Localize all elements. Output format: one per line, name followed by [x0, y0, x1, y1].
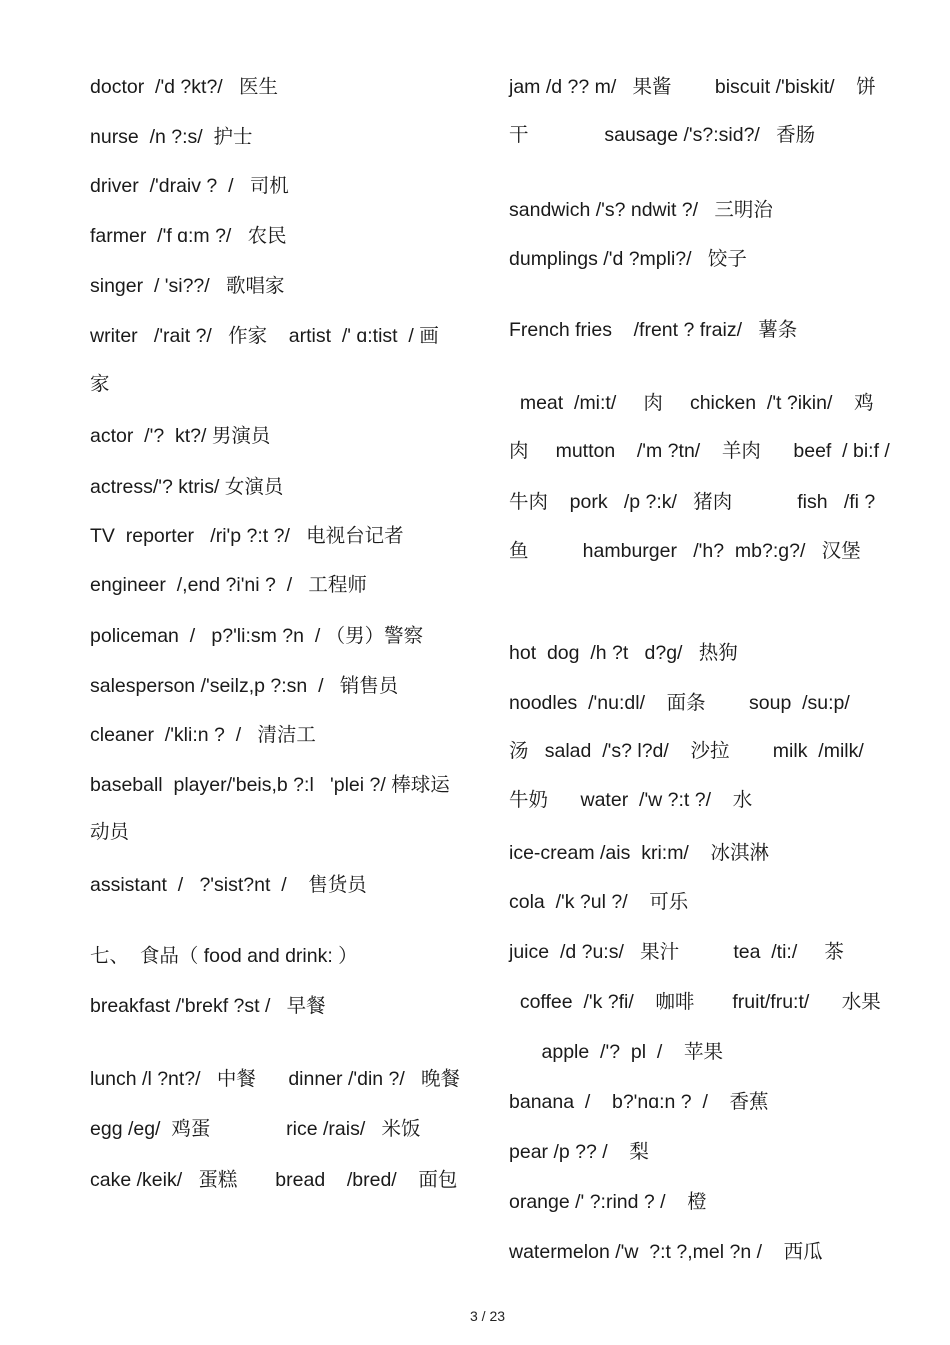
- vocab-line: dumplings /'d ?mpli?/ 饺子: [509, 248, 747, 270]
- section-heading: 七、 食品（ food and drink: ）: [90, 945, 358, 967]
- vocab-line: writer /'rait ?/ 作家 artist /' ɑ:tist / 画: [90, 325, 439, 347]
- vocab-line: 家: [90, 373, 110, 395]
- vocab-line: doctor /'d ?kt?/ 医生: [90, 76, 278, 98]
- vocab-line: driver /'draiv ? / 司机: [90, 175, 289, 197]
- vocab-line: 牛奶 water /'w ?:t ?/ 水: [509, 789, 753, 811]
- vocab-line: 鱼 hamburger /'h? mb?:g?/ 汉堡: [509, 540, 861, 562]
- vocab-line: 肉 mutton /'m ?tn/ 羊肉 beef / bi:f /: [509, 440, 890, 462]
- vocab-line: banana / b?'nɑ:n ? / 香蕉: [509, 1091, 769, 1113]
- vocab-line: ice-cream /ais kri:m/ 冰淇淋: [509, 842, 770, 864]
- vocab-line: meat /mi:t/ 肉 chicken /'t ?ikin/ 鸡: [509, 392, 874, 414]
- vocab-line: French fries /frent ? fraiz/ 薯条: [509, 319, 798, 341]
- vocab-line: coffee /'k ?fi/ 咖啡 fruit/fru:t/ 水果: [509, 991, 881, 1013]
- vocab-line: orange /' ?:rind ? / 橙: [509, 1191, 707, 1213]
- vocab-line: policeman / p?'li:sm ?n / （男）警察: [90, 625, 424, 647]
- vocab-line: 汤 salad /'s? l?d/ 沙拉 milk /milk/: [509, 740, 864, 762]
- vocab-line: nurse /n ?:s/ 护士: [90, 126, 253, 148]
- vocab-line: egg /eg/ 鸡蛋 rice /rais/ 米饭: [90, 1118, 421, 1140]
- vocab-line: cola /'k ?ul ?/ 可乐: [509, 891, 689, 913]
- vocab-line: cake /keik/ 蛋糕 bread /bred/ 面包: [90, 1169, 458, 1191]
- vocab-line: baseball player/'beis,b ?:l 'plei ?/ 棒球运: [90, 774, 450, 796]
- vocab-line: juice /d ?u:s/ 果汁 tea /ti:/ 茶: [509, 941, 844, 963]
- vocab-line: sandwich /'s? ndwit ?/ 三明治: [509, 199, 773, 221]
- vocab-line: actress/'? ktris/ 女演员: [90, 476, 284, 498]
- vocab-line: watermelon /'w ?:t ?,mel ?n / 西瓜: [509, 1241, 823, 1263]
- vocab-line: breakfast /'brekf ?st / 早餐: [90, 995, 326, 1017]
- vocab-line: salesperson /'seilz,p ?:sn / 销售员: [90, 675, 399, 697]
- vocab-line: pear /p ?? / 梨: [509, 1141, 649, 1163]
- vocab-line: 动员: [90, 821, 130, 843]
- vocab-line: 牛肉 pork /p ?:k/ 猪肉 fish /fi ?: [509, 491, 876, 513]
- vocab-line: singer / 'si??/ 歌唱家: [90, 275, 285, 297]
- vocab-line: hot dog /h ?t d?g/ 热狗: [509, 642, 738, 664]
- vocab-line: assistant / ?'sist?nt / 售货员: [90, 874, 367, 896]
- vocab-line: noodles /'nu:dl/ 面条 soup /su:p/: [509, 692, 850, 714]
- vocab-line: engineer /,end ?i'ni ? / 工程师: [90, 574, 367, 596]
- vocab-line: cleaner /'kli:n ? / 清洁工: [90, 724, 316, 746]
- vocab-line: farmer /'f ɑ:m ?/ 农民: [90, 225, 287, 247]
- vocab-line: apple /'? pl / 苹果: [509, 1041, 723, 1063]
- vocab-line: 干 sausage /'s?:sid?/ 香肠: [509, 124, 816, 146]
- vocab-line: jam /d ?? m/ 果酱 biscuit /'biskit/ 饼: [509, 76, 876, 98]
- vocab-line: lunch /l ?nt?/ 中餐 dinner /'din ?/ 晚餐: [90, 1068, 461, 1090]
- vocab-line: TV reporter /ri'p ?:t ?/ 电视台记者: [90, 525, 404, 547]
- vocab-line: actor /'? kt?/ 男演员: [90, 425, 271, 447]
- page-number: 3 / 23: [469, 1308, 506, 1324]
